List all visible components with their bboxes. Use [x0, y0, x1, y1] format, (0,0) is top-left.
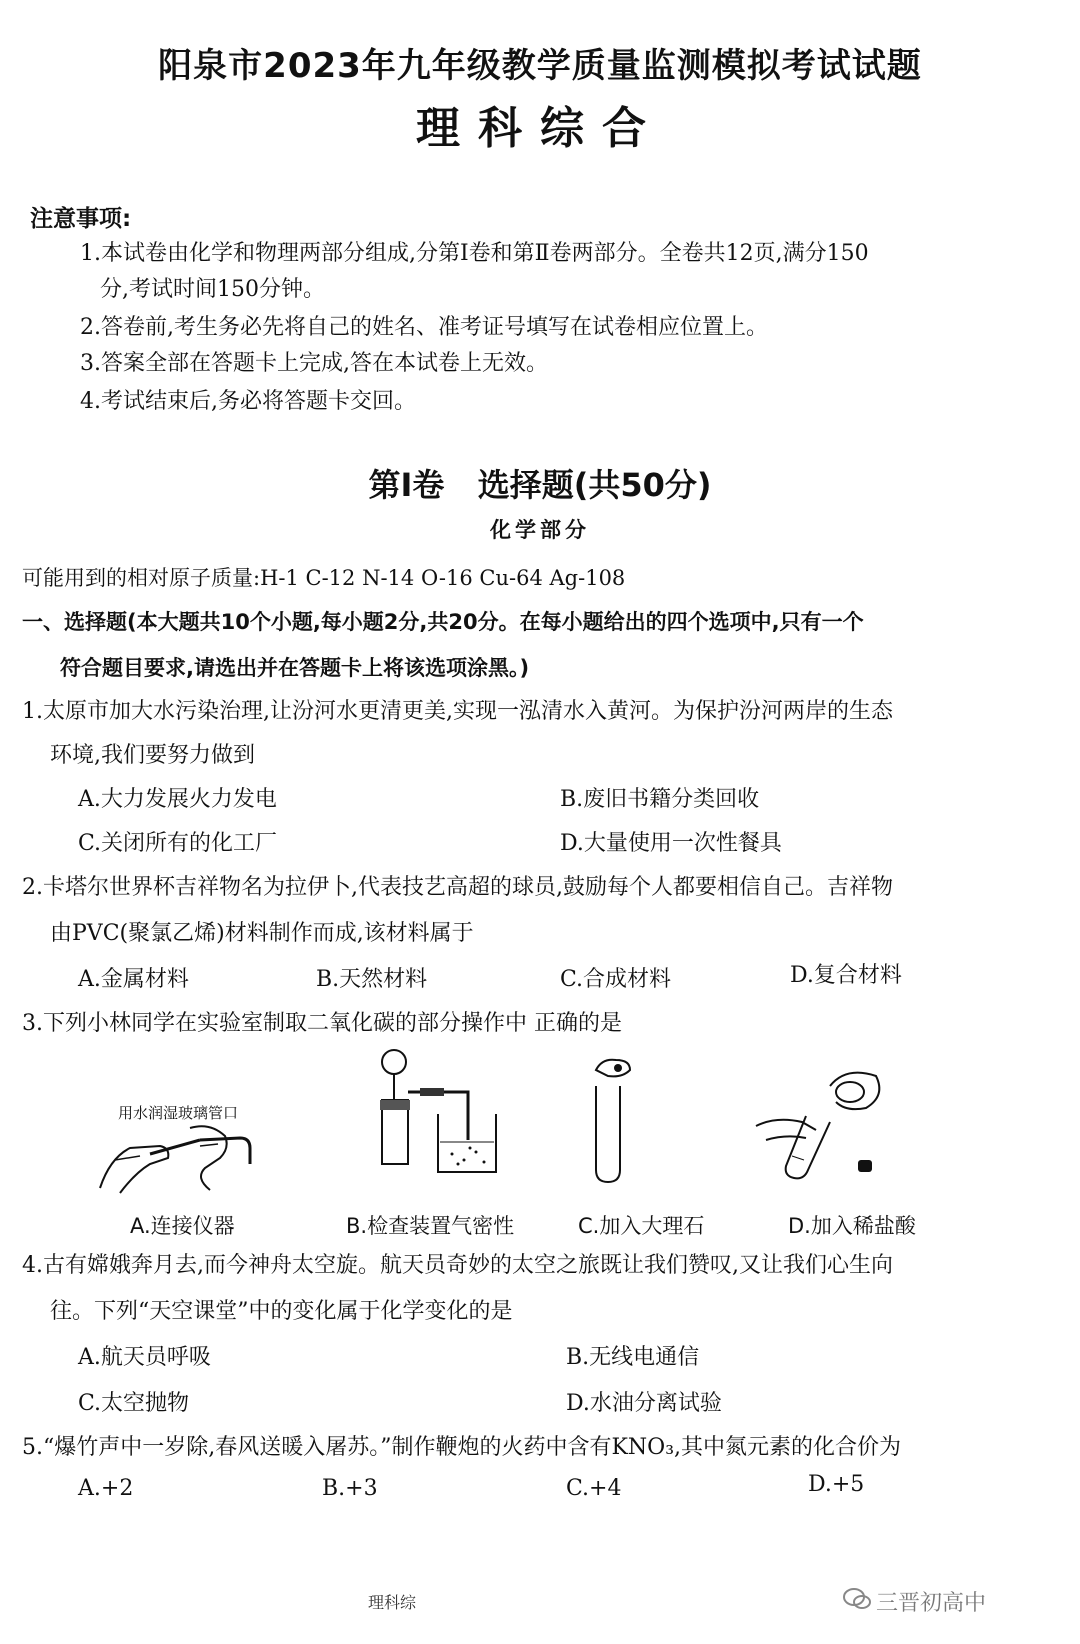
figure-a-connect-apparatus [90, 1118, 260, 1198]
figure-d-add-acid [746, 1056, 896, 1186]
exam-title: 阳泉市2023年九年级教学质量监测模拟考试试题 [158, 46, 922, 86]
figure-a-caption: A.连接仪器 [130, 1214, 235, 1238]
question-2-stem: 2.卡塔尔世界杯吉祥物名为拉伊卜,代表技艺高超的球员,鼓励每个人都要相信自己。吉祥物 [22, 875, 893, 900]
question-4-stem-cont: 往。下列“天空课堂”中的变化属于化学变化的是 [50, 1299, 513, 1324]
question-1-option-d: D.大量使用一次性餐具 [560, 831, 782, 856]
question-5-option-a: A.+2 [78, 1476, 134, 1501]
section-subtitle: 化学部分 [490, 518, 590, 542]
question-1-option-b: B.废旧书籍分类回收 [560, 787, 760, 812]
question-4-option-b: B.无线电通信 [566, 1345, 700, 1370]
question-4-option-a: A.航天员呼吸 [78, 1345, 211, 1370]
part1-instructions: 一、选择题(本大题共10个小题,每小题2分,共20分。在每小题给出的四个选项中,只有一个 [22, 610, 864, 634]
figure-b-airtightness-check [372, 1044, 512, 1184]
question-2-stem-cont: 由PVC(聚氯乙烯)材料制作而成,该材料属于 [50, 921, 474, 946]
figure-c-caption: C.加入大理石 [578, 1214, 705, 1238]
note-item-1-cont: 分,考试时间150分钟。 [100, 277, 325, 302]
question-5-option-c: C.+4 [566, 1476, 622, 1501]
question-1-option-a: A.大力发展火力发电 [78, 787, 277, 812]
question-5-stem: 5.“爆竹声中一岁除,春风送暖入屠苏。”制作鞭炮的火药中含有KNO₃,其中氮元素的化合价为 [22, 1435, 902, 1460]
atomic-masses: 可能用到的相对原子质量:H-1 C-12 N-14 O-16 Cu-64 Ag-108 [22, 566, 626, 590]
question-2-option-a: A.金属材料 [78, 967, 189, 992]
question-3-stem: 3.下列小林同学在实验室制取二氧化碳的部分操作中 正确的是 [22, 1011, 622, 1036]
question-1-option-c: C.关闭所有的化工厂 [78, 831, 278, 856]
note-item-1: 1.本试卷由化学和物理两部分组成,分第Ⅰ卷和第Ⅱ卷两部分。全卷共12页,满分150 [80, 241, 869, 266]
figure-d-caption: D.加入稀盐酸 [788, 1214, 916, 1238]
question-2-option-c: C.合成材料 [560, 967, 672, 992]
figure-c-add-marble [582, 1050, 652, 1190]
section-title: 第Ⅰ卷 选择题(共50分) [368, 466, 712, 504]
question-1-stem: 1.太原市加大水污染治理,让汾河水更清更美,实现一泓清水入黄河。为保护汾河两岸的生态 [22, 699, 893, 724]
wechat-icon [842, 1586, 872, 1612]
note-item-4: 4.考试结束后,务必将答题卡交回。 [80, 389, 416, 414]
note-item-3: 3.答案全部在答题卡上完成,答在本试卷上无效。 [80, 351, 548, 376]
note-item-2: 2.答卷前,考生务必先将自己的姓名、准考证号填写在试卷相应位置上。 [80, 315, 768, 340]
question-4-stem: 4.古有嫦娥奔月去,而今神舟太空旋。航天员奇妙的太空之旅既让我们赞叹,又让我们心生向 [22, 1253, 893, 1278]
part1-instructions-cont: 符合题目要求,请选出并在答题卡上将该选项涂黑。) [60, 656, 530, 680]
question-4-option-c: C.太空抛物 [78, 1391, 190, 1416]
watermark-text: 三晋初高中 [876, 1591, 987, 1616]
question-1-stem-cont: 环境,我们要努力做到 [50, 743, 255, 768]
page-footer-mark: 理科综 [368, 1593, 417, 1612]
question-4-option-d: D.水油分离试验 [566, 1391, 722, 1416]
question-5-option-d: D.+5 [808, 1472, 865, 1497]
figure-b-caption: B.检查装置气密性 [346, 1214, 515, 1238]
question-2-option-d: D.复合材料 [790, 963, 902, 988]
question-5-option-b: B.+3 [322, 1476, 378, 1501]
question-2-option-b: B.天然材料 [316, 967, 428, 992]
notes-heading: 注意事项: [30, 206, 132, 232]
exam-subject: 理科综合 [416, 103, 664, 154]
figure-a-label: 用水润湿玻璃管口 [118, 1104, 239, 1122]
